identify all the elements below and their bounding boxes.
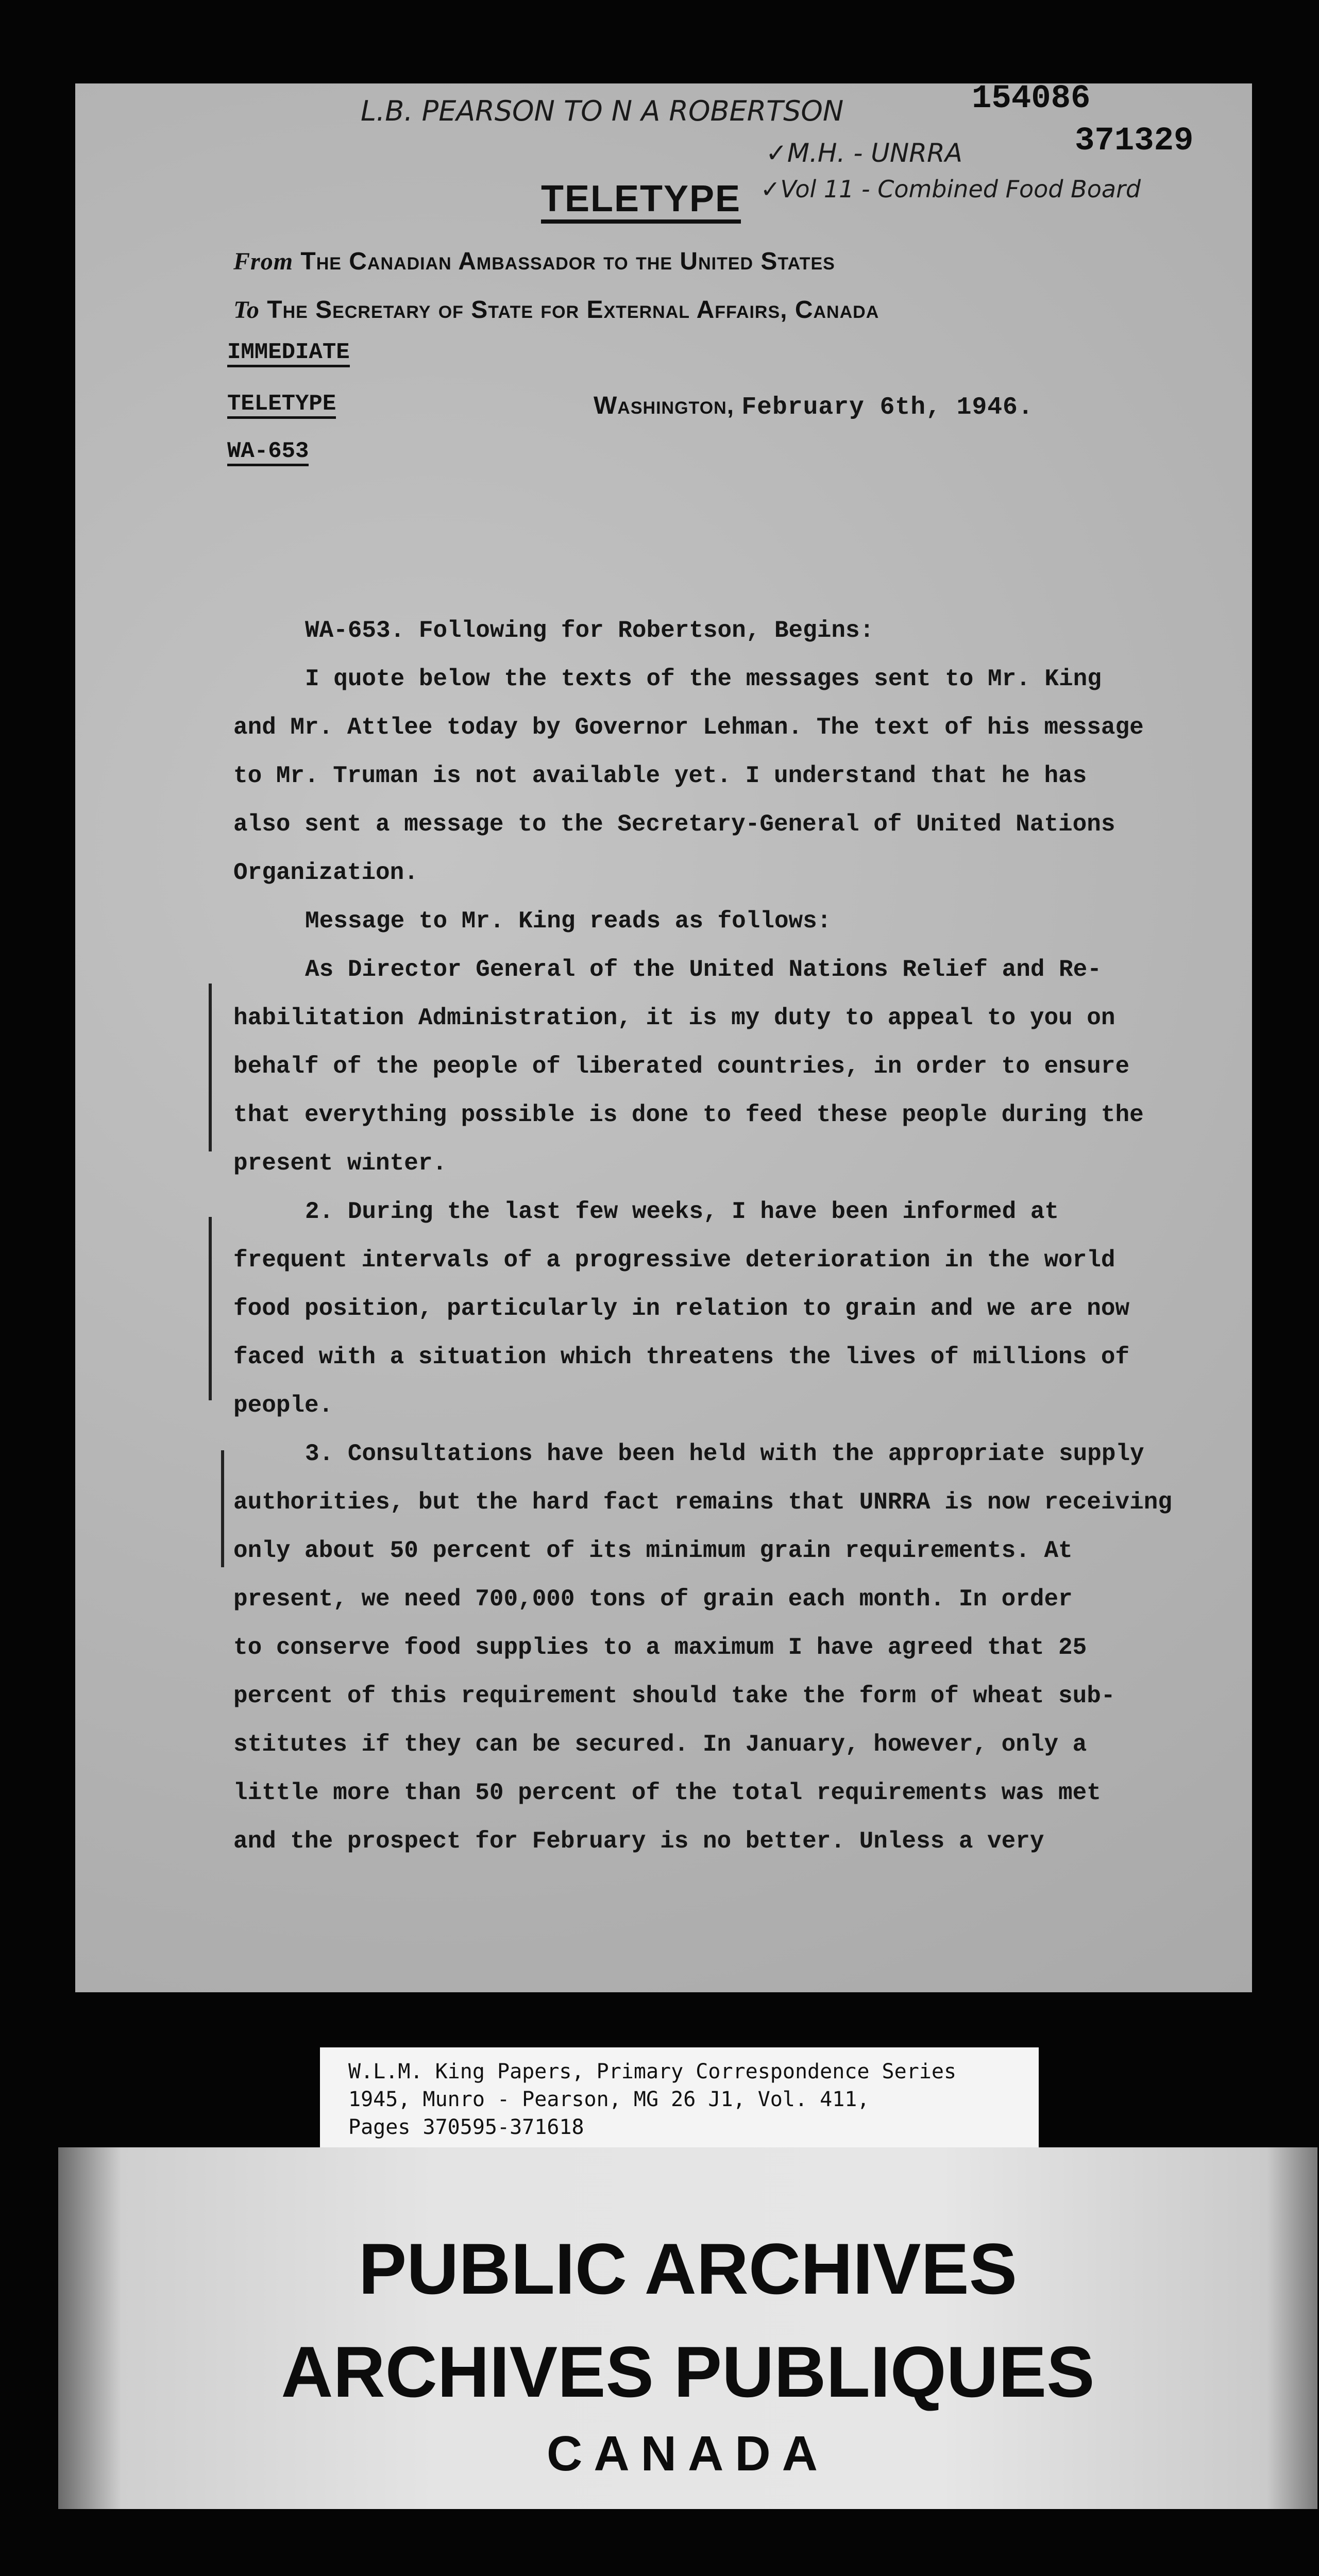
from-value: The Canadian Ambassador to the United States <box>300 248 835 275</box>
margin-marker <box>209 1217 212 1400</box>
teletype-document-page <box>75 80 1252 1992</box>
archive-card-line-2: ARCHIVES PUBLIQUES <box>281 2331 1095 2412</box>
archive-reference-label <box>320 2047 1039 2150</box>
handwritten-subject-note: ✓M.H. - UNRRA <box>766 138 962 168</box>
body-line: 3. Consultations have been held with the appropriate supply <box>305 1440 1144 1467</box>
date: February 6th, 1946. <box>741 394 1034 421</box>
body-line: habilitation Administration, it is my duty to appeal to you on <box>233 1005 1115 1031</box>
margin-marker <box>209 984 212 1151</box>
body-line: present winter. <box>233 1150 447 1177</box>
page-stamp-number: 154086 <box>972 80 1091 117</box>
to-line <box>233 296 879 324</box>
archive-card-line-3: CANADA <box>547 2426 829 2481</box>
body-line: to Mr. Truman is not available yet. I understand that he has <box>233 762 1087 789</box>
body-line: frequent intervals of a progressive deterioration in the world <box>233 1247 1115 1274</box>
body-line: Organization. <box>233 859 418 886</box>
body-line: As Director General of the United Nations Relief and Re- <box>305 956 1102 983</box>
archive-card-line-1: PUBLIC ARCHIVES <box>358 2228 1018 2309</box>
body-line: faced with a situation which threatens the lives of millions of <box>233 1344 1130 1370</box>
body-line: little more than 50 percent of the total requirements was met <box>233 1780 1101 1806</box>
place: Washington, <box>594 392 735 419</box>
message-number: WA-653 <box>227 439 309 466</box>
to-value: The Secretary of State for External Affairs, Canada <box>267 296 880 324</box>
archive-card <box>58 2147 1317 2509</box>
body-line: I quote below the texts of the messages sent to Mr. King <box>305 666 1102 692</box>
body-line: to conserve food supplies to a maximum I have agreed that 25 <box>233 1634 1087 1661</box>
from-line <box>233 247 835 276</box>
to-label: To <box>233 296 260 324</box>
body-line: only about 50 percent of its minimum grain requirements. At <box>233 1537 1073 1564</box>
body-line: that everything possible is done to feed these people during the <box>233 1101 1144 1128</box>
body-line: Message to Mr. King reads as follows: <box>305 908 832 935</box>
handwritten-file-note: ✓Vol 11 - Combined Food Board <box>760 175 1141 203</box>
body-line: stitutes if they can be secured. In January, however, only a <box>233 1731 1087 1758</box>
label-line: W.L.M. King Papers, Primary Correspondence Series <box>348 2060 957 2083</box>
body-line: 2. During the last few weeks, I have been informed at <box>305 1198 1059 1225</box>
body-line: authorities, but the hard fact remains that UNRRA is now receiving <box>233 1489 1172 1516</box>
body-line: and the prospect for February is no better. Unless a very <box>233 1828 1044 1855</box>
body-line: percent of this requirement should take the form of wheat sub- <box>233 1683 1115 1709</box>
margin-marker <box>221 1450 224 1567</box>
document-title: TELETYPE <box>541 180 741 224</box>
label-line: 1945, Munro - Pearson, MG 26 J1, Vol. 411, <box>348 2088 870 2111</box>
body-line: and Mr. Attlee today by Governor Lehman. The text of his message <box>233 714 1144 741</box>
body-line: present, we need 700,000 tons of grain each month. In order <box>233 1586 1073 1613</box>
body-line: people. <box>233 1392 333 1419</box>
priority-tag: IMMEDIATE <box>227 340 350 367</box>
body-line: food position, particularly in relation to grain and we are now <box>233 1295 1130 1322</box>
body-line: also sent a message to the Secretary-General of United Nations <box>233 811 1115 838</box>
label-line: Pages 370595-371618 <box>348 2115 584 2139</box>
method-tag: TELETYPE <box>227 392 336 419</box>
body-line: WA-653. Following for Robertson, Begins: <box>305 617 874 644</box>
handwritten-addressee-note: L.B. PEARSON TO N A ROBERTSON <box>361 95 844 127</box>
place-line <box>594 392 1034 421</box>
body-line: behalf of the people of liberated countries, in order to ensure <box>233 1053 1130 1080</box>
from-label: From <box>233 248 294 275</box>
page-stamp-number-2: 371329 <box>1075 123 1194 160</box>
